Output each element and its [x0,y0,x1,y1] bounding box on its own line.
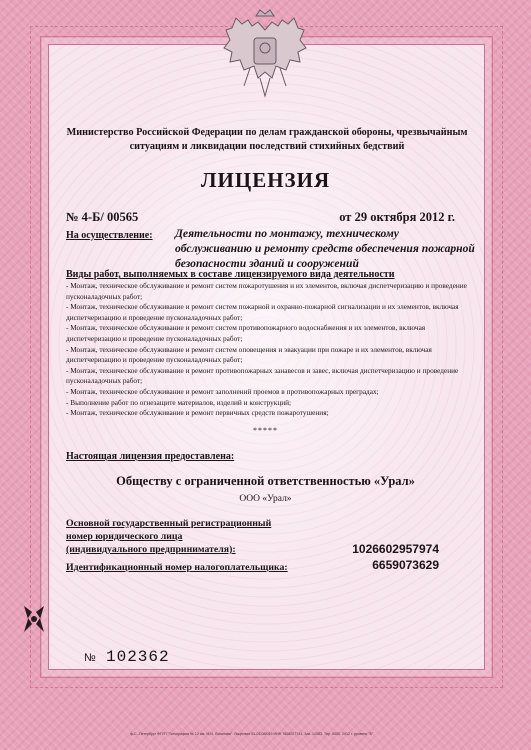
list-item: - Монтаж, техническое обслуживание и ремонт систем пожарной и охранно-пожарной сигнализации и их элементов, включая диспетчеризацию и проведение пусконаладочных работ; [66,302,459,322]
printer-imprint: ф-С.-Петербург ФГУП "Типография № 12 им. М.И. Лоханова". Лицензия 03-03-08/019 ИНН 7808027741. Зак. 12083. Тир. 5000. 2012 г. уровень "Б" [130,732,374,736]
blank-number-label: № [84,652,96,664]
works-header: Виды работ, выполняемых в составе лицензируемого вида деятельности [66,269,395,280]
coat-of-arms-emblem-icon [220,8,310,103]
list-item: - Выполнение работ по огнезащите материалов, изделий и конструкций; [66,397,292,407]
inn-value: 6659073629 [372,558,439,572]
company-full-name: Обществу с ограниченной ответственностью «Урал» [116,474,415,488]
ogrn-value: 1026602957974 [352,542,439,556]
ogrn-label-line: Основной государственный регистрационный [66,518,272,529]
inn-label: Идентификационный номер налогоплательщика: [66,562,288,573]
granted-label: Настоящая лицензия предоставлена: [66,451,235,462]
section-divider-stars: ***** [253,426,278,435]
ogrn-label [66,517,271,556]
license-number: № 4-Б/ 00565 [66,210,139,224]
works-list [66,281,478,419]
list-item: - Монтаж, техническое обслуживание и ремонт противопожарных занавесов и завес, включая диспетчеризацию и проведение пусконаладочных работ; [66,365,459,386]
list-item: - Монтаж, техническое обслуживание и ремонт систем пожаротушения и их элементов, включая диспетчеризацию и проведение пусконаладочных работ; [66,281,467,301]
implementation-text: Деятельности по монтажу, техническому обслуживанию и ремонту средств обеспечения пожарной безопасности зданий и сооружений [175,227,475,270]
list-item: - Монтаж, техническое обслуживание и ремонт систем оповещения и эвакуации при пожаре и их элементов, включая диспетчеризацию и проведение пусконаладочных работ; [66,344,432,365]
ogrn-label-line: номер юридического лица [66,531,183,542]
ministry-name: Министерство Российской Федерации по делам гражданской обороны, чрезвычайным ситуациям и ликвидации последствий стихийных бедствий [66,127,468,152]
list-item: - Монтаж, техническое обслуживание и ремонт первичных средств пожаротушения; [66,408,329,418]
blank-number: 102362 [106,648,170,666]
list-item: - Монтаж, техническое обслуживание и ремонт заполнений проемов в противопожарных преградах; [66,386,379,396]
company-short-name: ООО «Урал» [239,494,292,504]
document-title: ЛИЦЕНЗИЯ [200,168,331,192]
implementation-label: На осуществление: [66,230,153,241]
list-item: - Монтаж, техническое обслуживание и ремонт систем противопожарного водоснабжения и их элементов, включая диспетчеризацию и проведение пусконаладочных работ; [66,323,426,343]
ogrn-label-line: (индивидуального предпринимателя): [66,544,236,555]
license-date: от 29 октября 2012 г. [339,210,455,224]
security-mark-icon [20,604,48,634]
